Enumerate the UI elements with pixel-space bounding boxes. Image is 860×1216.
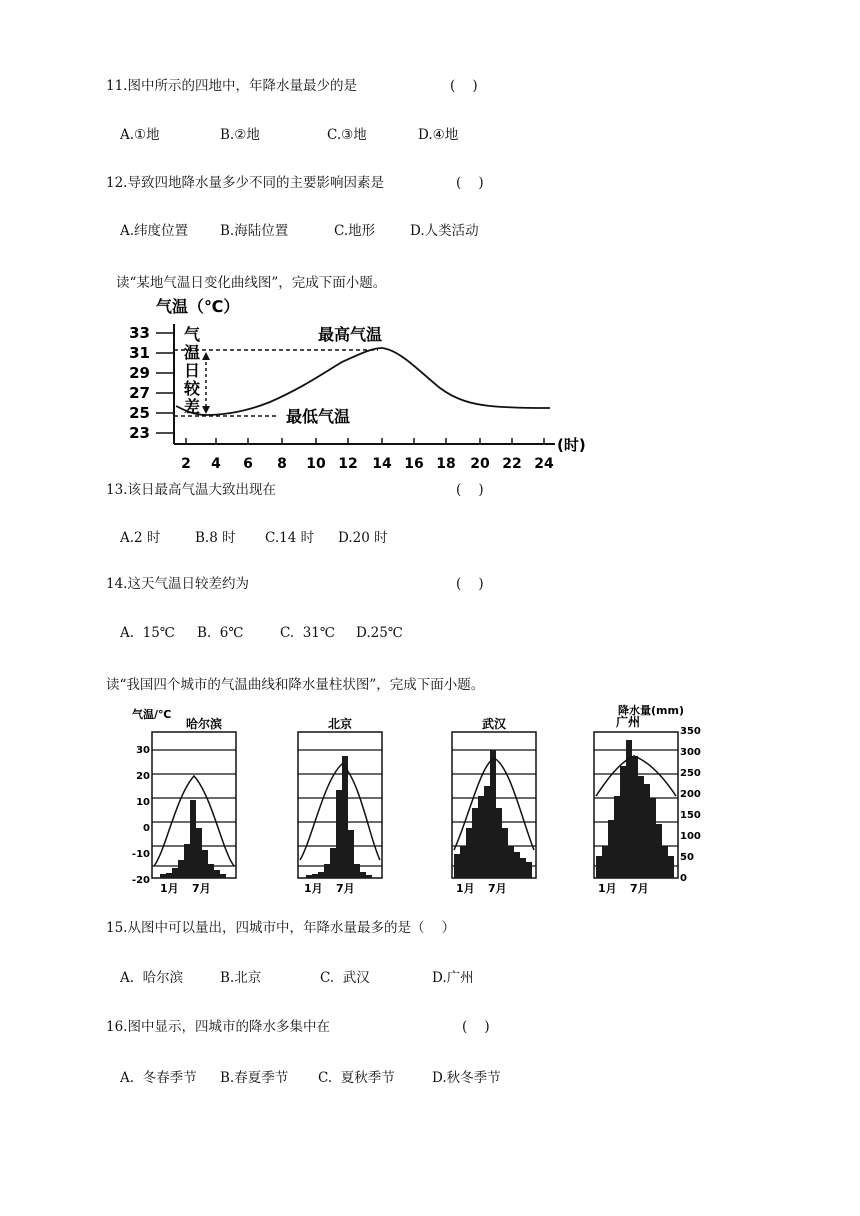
q16-stem: 16.图中显示，四城市的降水多集中在 bbox=[106, 1019, 330, 1035]
x-tick: 14 bbox=[372, 456, 392, 472]
right-tick: 50 bbox=[680, 852, 694, 863]
q12-option-b[interactable]: B.海陆位置 bbox=[220, 223, 289, 239]
x-tick: 16 bbox=[404, 456, 424, 472]
chart1-x-unit: (时) bbox=[557, 436, 586, 454]
q11-options bbox=[120, 126, 620, 216]
q13-paren: ( ) bbox=[456, 482, 484, 498]
city-chart-guangzhou bbox=[594, 714, 678, 895]
right-tick: 200 bbox=[680, 789, 701, 800]
q13-option-a[interactable]: A.2 时 bbox=[120, 530, 161, 546]
city-name: 哈尔滨 bbox=[185, 717, 223, 731]
right-tick: 250 bbox=[680, 768, 701, 779]
q13-option-b[interactable]: B.8 时 bbox=[195, 530, 236, 546]
range-char: 气 bbox=[183, 325, 201, 344]
q15-option-b[interactable]: B.北京 bbox=[220, 970, 262, 986]
q14-option-c[interactable]: C. 31℃ bbox=[280, 625, 336, 641]
x-tick: 18 bbox=[436, 456, 456, 472]
q16-option-c[interactable]: C. 夏秋季节 bbox=[318, 1070, 395, 1086]
x-label: 1月 bbox=[456, 882, 475, 895]
left-tick: -20 bbox=[131, 875, 150, 886]
x-tick: 12 bbox=[338, 456, 358, 472]
range-char: 差 bbox=[183, 397, 201, 416]
q12-option-c[interactable]: C.地形 bbox=[334, 223, 376, 239]
x-tick: 6 bbox=[243, 456, 253, 472]
q16-option-a[interactable]: A. 冬春季节 bbox=[120, 1070, 197, 1086]
q16-option-b[interactable]: B.春夏季节 bbox=[220, 1070, 289, 1086]
q14-option-a[interactable]: A. 15℃ bbox=[120, 625, 175, 641]
y-tick: 31 bbox=[129, 344, 150, 362]
range-char: 温 bbox=[183, 343, 201, 362]
chart2-right-ticks bbox=[680, 726, 701, 884]
q14-option-d[interactable]: D.25℃ bbox=[356, 625, 403, 641]
x-label: 7月 bbox=[192, 882, 211, 895]
city-name: 北京 bbox=[327, 717, 353, 731]
q13-option-c[interactable]: C.14 时 bbox=[265, 530, 315, 546]
q11-paren: ( ) bbox=[450, 78, 478, 94]
q11-option-b[interactable]: B.②地 bbox=[220, 127, 260, 143]
right-tick: 350 bbox=[680, 726, 701, 737]
x-tick: 22 bbox=[502, 456, 522, 472]
range-char: 较 bbox=[183, 379, 201, 398]
q15-options bbox=[120, 969, 620, 1059]
right-tick: 150 bbox=[680, 810, 701, 821]
y-tick: 27 bbox=[129, 384, 150, 402]
city-name: 广州 bbox=[615, 715, 641, 729]
chart1-y-ticks bbox=[129, 324, 150, 442]
city-chart-wuhan bbox=[452, 716, 536, 895]
q15-option-c[interactable]: C. 武汉 bbox=[320, 970, 370, 986]
y-tick: 33 bbox=[129, 324, 150, 342]
right-tick: 0 bbox=[680, 873, 687, 884]
x-tick: 2 bbox=[181, 456, 191, 472]
y-tick: 25 bbox=[129, 404, 150, 422]
chart2-right-axis-label: 降水量(mm) bbox=[618, 704, 684, 717]
q11-option-a[interactable]: A.①地 bbox=[120, 127, 160, 143]
q12-option-a[interactable]: A.纬度位置 bbox=[120, 223, 189, 239]
q14-option-b[interactable]: B. 6℃ bbox=[197, 625, 244, 641]
x-tick: 4 bbox=[211, 456, 221, 472]
daily-temperature-chart bbox=[120, 292, 600, 474]
chart1-min-label: 最低气温 bbox=[286, 407, 351, 426]
q15-option-d[interactable]: D.广州 bbox=[432, 970, 474, 986]
temperature-curve bbox=[176, 348, 550, 415]
right-tick: 300 bbox=[680, 747, 701, 758]
x-label: 7月 bbox=[336, 882, 355, 895]
q11-option-d[interactable]: D.④地 bbox=[418, 127, 459, 143]
q12-stem: 12.导致四地降水量多少不同的主要影响因素是 bbox=[106, 175, 384, 191]
city-name: 武汉 bbox=[481, 717, 507, 731]
x-label: 7月 bbox=[630, 882, 649, 895]
x-tick: 20 bbox=[470, 456, 490, 472]
q16-options bbox=[120, 1069, 620, 1159]
q11-option-c[interactable]: C.③地 bbox=[327, 127, 367, 143]
q11-stem: 11.图中所示的四地中，年降水量最少的是 bbox=[106, 78, 357, 94]
q13-stem: 13.该日最高气温大致出现在 bbox=[106, 482, 276, 498]
q14-stem: 14.这天气温日较差约为 bbox=[106, 576, 249, 592]
left-tick: -10 bbox=[131, 849, 150, 860]
chart1-x-ticks bbox=[181, 456, 554, 472]
intro-city-climate-charts: 读“我国四个城市的气温曲线和降水量柱状图”，完成下面小题。 bbox=[106, 677, 485, 693]
q14-paren: ( ) bbox=[456, 576, 484, 592]
chart2-left-ticks bbox=[132, 745, 150, 886]
x-tick: 24 bbox=[534, 456, 554, 472]
q12-option-d[interactable]: D.人类活动 bbox=[410, 223, 479, 239]
q13-options bbox=[120, 529, 620, 619]
right-tick: 100 bbox=[680, 831, 701, 842]
city-chart-harbin bbox=[152, 716, 236, 895]
y-tick: 29 bbox=[129, 364, 150, 382]
x-label: 7月 bbox=[488, 882, 507, 895]
q15-stem: 15.从图中可以量出，四城市中，年降水量最多的是（ ） bbox=[106, 920, 456, 936]
chart2-left-axis-label: 气温/℃ bbox=[132, 708, 172, 721]
x-tick: 10 bbox=[306, 456, 326, 472]
x-label: 1月 bbox=[160, 882, 179, 895]
city-climate-charts bbox=[130, 700, 730, 896]
left-tick: 20 bbox=[136, 771, 150, 782]
left-tick: 0 bbox=[143, 823, 150, 834]
q16-paren: ( ) bbox=[462, 1019, 490, 1035]
chart1-y-label: 气温（℃） bbox=[156, 297, 240, 316]
x-label: 1月 bbox=[304, 882, 323, 895]
range-char: 日 bbox=[183, 361, 201, 380]
q13-option-d[interactable]: D.20 时 bbox=[338, 530, 388, 546]
chart1-range-label bbox=[183, 325, 201, 416]
x-tick: 8 bbox=[277, 456, 287, 472]
q16-option-d[interactable]: D.秋冬季节 bbox=[432, 1070, 501, 1086]
x-label: 1月 bbox=[598, 882, 617, 895]
q12-paren: ( ) bbox=[456, 175, 484, 191]
chart1-max-label: 最高气温 bbox=[318, 325, 383, 344]
intro-temperature-chart: 读“某地气温日变化曲线图”，完成下面小题。 bbox=[116, 275, 387, 291]
left-tick: 30 bbox=[136, 745, 150, 756]
left-tick: 10 bbox=[136, 797, 150, 808]
city-chart-beijing bbox=[298, 716, 382, 895]
y-tick: 23 bbox=[129, 424, 150, 442]
q15-option-a[interactable]: A. 哈尔滨 bbox=[120, 970, 184, 986]
